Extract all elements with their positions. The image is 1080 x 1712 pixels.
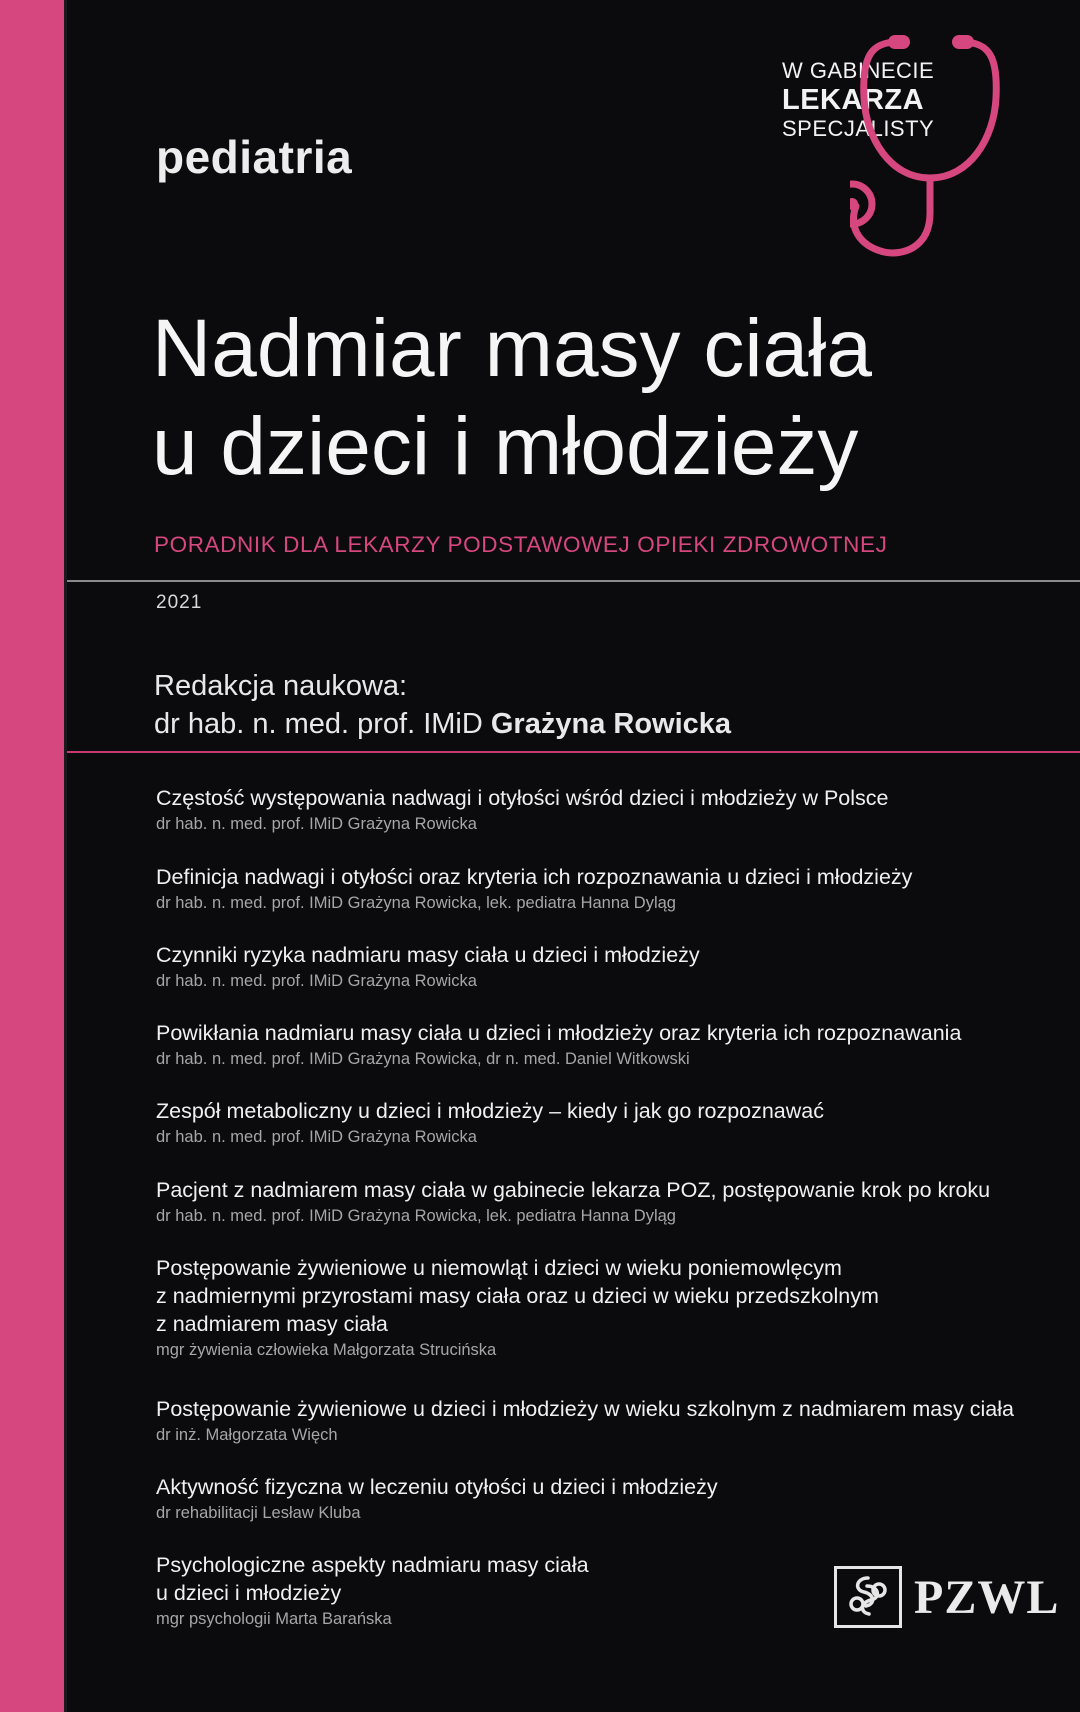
title-line-1: Nadmiar masy ciała	[152, 303, 872, 394]
toc-item-title: Postępowanie żywieniowe u dzieci i młodzieży w wieku szkolnym z nadmiarem masy ciała	[156, 1397, 1014, 1421]
toc-item-title: Definicja nadwagi i otyłości oraz kryteria ich rozpoznawania u dzieci i młodzieży	[156, 865, 913, 889]
toc-item-title: Powikłania nadmiaru masy ciała u dzieci i młodzieży oraz kryteria ich rozpoznawania	[156, 1021, 962, 1045]
series-line-3: SPECJALISTY	[782, 116, 935, 141]
toc-item-title: z nadmiernymi przyrostami masy ciała oraz u dzieci w wieku przedszkolnym	[156, 1284, 879, 1308]
toc-item	[156, 1019, 1068, 1070]
divider-grey	[67, 580, 1080, 582]
toc-item-author: mgr psychologii Marta Barańska	[156, 1610, 392, 1628]
toc-item	[156, 1254, 1068, 1361]
editor-label: Redakcja naukowa:	[154, 670, 408, 702]
book-title	[152, 300, 872, 496]
editor-line	[154, 708, 731, 741]
toc-item-author: dr hab. n. med. prof. IMiD Grażyna Rowicka	[156, 1128, 477, 1146]
toc-item	[156, 784, 1068, 835]
toc-item	[156, 1097, 1068, 1148]
category-label: pediatria	[156, 131, 353, 183]
toc-item-author: dr inż. Małgorzata Więch	[156, 1426, 338, 1444]
publisher-name: PZWL	[914, 1570, 1060, 1624]
divider-pink	[67, 751, 1080, 753]
toc-item-title: Pacjent z nadmiarem masy ciała w gabinecie lekarza POZ, postępowanie krok po kroku	[156, 1178, 991, 1202]
toc-item	[156, 941, 1068, 992]
toc-item-title: Psychologiczne aspekty nadmiaru masy ciała	[156, 1553, 589, 1577]
toc-item-title: Częstość występowania nadwagi i otyłości wśród dzieci i młodzieży w Polsce	[156, 786, 889, 810]
toc-item-title: u dzieci i młodzieży	[156, 1581, 342, 1605]
toc-item-title: Czynniki ryzyka nadmiaru masy ciała u dzieci i młodzieży	[156, 943, 700, 967]
toc-item	[156, 1176, 1068, 1227]
editor-prefix: dr hab. n. med. prof. IMiD	[154, 708, 483, 740]
series-line-2: LEKARZA	[782, 84, 925, 116]
toc-item-author: dr hab. n. med. prof. IMiD Grażyna Rowicka	[156, 815, 477, 833]
book-subtitle: PORADNIK DLA LEKARZY PODSTAWOWEJ OPIEKI ZDROWOTNEJ	[154, 532, 888, 557]
toc-item-title: z nadmiarem masy ciała	[156, 1312, 388, 1336]
toc-item-author: dr hab. n. med. prof. IMiD Grażyna Rowicka, lek. pediatra Hanna Dyląg	[156, 1207, 676, 1225]
toc-item-title: Zespół metaboliczny u dzieci i młodzieży – kiedy i jak go rozpoznawać	[156, 1099, 825, 1123]
publisher-block	[834, 1564, 1059, 1630]
toc-item-author: dr hab. n. med. prof. IMiD Grażyna Rowicka, lek. pediatra Hanna Dyląg	[156, 894, 676, 912]
series-line-1: W GABINECIE	[782, 58, 935, 83]
title-line-2: u dzieci i młodzieży	[152, 401, 859, 492]
toc-item-author: dr hab. n. med. prof. IMiD Grażyna Rowicka, dr n. med. Daniel Witkowski	[156, 1050, 690, 1068]
toc-item	[156, 1473, 1068, 1524]
stethoscope-icon	[850, 28, 1065, 268]
toc-item-title: Aktywność fizyczna w leczeniu otyłości u dzieci i młodzieży	[156, 1475, 718, 1499]
publication-year: 2021	[156, 592, 203, 613]
toc-item-title: Postępowanie żywieniowe u niemowląt i dzieci w wieku poniemowlęcym	[156, 1256, 842, 1280]
editor-name: Grażyna Rowicka	[490, 708, 732, 740]
toc-item	[156, 1395, 1068, 1446]
pink-spine-stripe	[0, 0, 67, 1712]
toc-item	[156, 863, 1068, 914]
pzwl-logo-icon	[834, 1566, 902, 1628]
toc-item-author: dr hab. n. med. prof. IMiD Grażyna Rowicka	[156, 972, 477, 990]
toc-item-author: dr rehabilitacji Lesław Kluba	[156, 1504, 361, 1522]
toc-item-author: mgr żywienia człowieka Małgorzata Strucińska	[156, 1341, 497, 1359]
